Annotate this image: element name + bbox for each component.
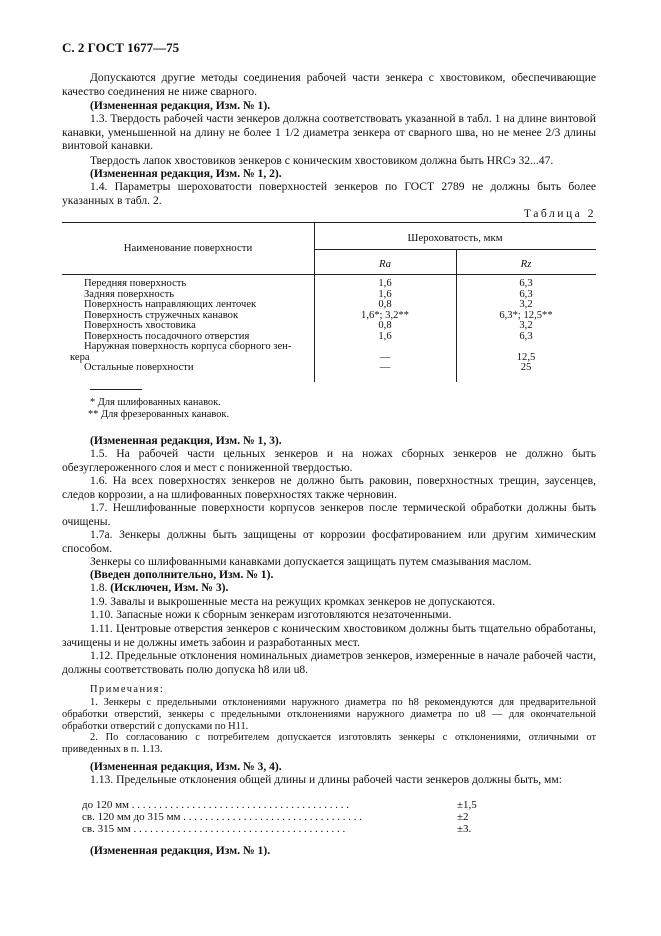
table-row: Наружная поверхность корпуса сборного зен- — [84, 341, 292, 352]
note-2: 2. По согласованию с потребителем допускается изготовлять зенкеры с отклонениями, отличными от приведенных в п. 1.13. — [62, 732, 596, 756]
paragraph-1-3: 1.3. Твердость рабочей части зенкеров должна соответствовать указанной в табл. 1 на длине винтовой канавки, уменьшенной на длину не более 1 1/2 диаметра зенкера от сварного шва, но не менее 2/3 длины винтовой канавки. — [62, 112, 596, 152]
table-row: Передняя поверхность 1,6 6,3 — [84, 278, 533, 289]
deviation-row: св. 315 мм . . . . . . . . . . . . . . . . . . . . . . . . . . . . . . . . . . . . . . . ±3. — [82, 823, 472, 835]
column-header-surface: Наименование поверхности — [123, 242, 253, 254]
amendment-note: (Введен дополнительно, Изм. № 1). — [90, 568, 274, 581]
table-caption: Таблица 2 — [523, 207, 596, 220]
paragraph-1-4: 1.4. Параметры шероховатости поверхностей зенкеров по ГОСТ 2789 не должны быть более указанных в табл. 2. — [62, 180, 596, 207]
paragraph-1-7a-oil: Зенкеры со шлифованными канавками допускается защищать путем смазывания маслом. — [90, 555, 532, 568]
paragraph-1-9: 1.9. Завалы и выкрошенные места на режущих кромках зенкеров не допускаются. — [90, 595, 496, 608]
deviation-row: св. 120 мм до 315 мм . . . . . . . . . . . . . . . . . . . . . . . . . . . . . . . . . ±2 — [82, 811, 469, 823]
footnote-milled: ** Для фрезерованных канавок. — [88, 409, 230, 420]
table-row: Поверхность стружечных канавок 1,6*; 3,2** 6,3*; 12,5** — [84, 309, 553, 321]
paragraph-1-13: 1.13. Предельные отклонения общей длины и длины рабочей части зенкеров должны быть, мм: — [90, 773, 562, 786]
paragraph-1-7: 1.7. Нешлифованные поверхности корпусов зенкеров после термической обработки должны быть очищены. — [62, 501, 596, 528]
column-header-ra: Ra — [379, 258, 391, 270]
table-row: кера — 12,5 — [70, 351, 536, 363]
footnote-divider — [90, 389, 142, 390]
paragraph-1-10: 1.10. Запасные ножи к сборным зенкерам изготовляются незаточенными. — [90, 608, 452, 621]
paragraph-1-7a: 1.7а. Зенкеры должны быть защищены от коррозии фосфатированием или другим химическим способом. — [62, 528, 596, 555]
paragraph-1-5: 1.5. На рабочей части цельных зенкеров и на ножах сборных зенкеров не должно быть обезуглероженного слоя и мест с пониженной твердостью. — [62, 447, 596, 474]
paragraph-1-11: 1.11. Центровые отверстия зенкеров с коническим хвостовиком должны быть тщательно обработаны, зачищены и не должны иметь забоин и разработанных мест. — [62, 622, 596, 649]
paragraph-1-12: 1.12. Предельные отклонения номинальных диаметров зенкеров, измеренные в начале рабочей части, должны соответствовать полю допуска h8 или u8. — [62, 649, 596, 676]
table-row: Поверхность посадочного отверстия 1,6 6,3 — [84, 330, 533, 342]
table-row: Остальные поверхности — 25 — [84, 362, 532, 373]
page-header: С. 2 ГОСТ 1677—75 — [62, 40, 180, 55]
amendment-note: (Измененная редакция, Изм. № 3, 4). — [90, 760, 282, 773]
amendment-note: (Измененная редакция, Изм. № 1, 3). — [90, 434, 282, 447]
paragraph-1-3-tang-hardness: Твердость лапок хвостовиков зенкеров с коническим хвостовиком должна быть HRCэ 32...47. — [90, 154, 554, 167]
amendment-note: (Измененная редакция, Изм. № 1). — [90, 99, 271, 112]
amendment-note: (Измененная редакция, Изм. № 1, 2). — [90, 167, 282, 180]
paragraph-1-8: 1.8. (Исключен, Изм. № 3). — [90, 581, 229, 594]
note-1: 1. Зенкеры с предельными отклонениями наружного диаметра по h8 рекомендуются для предварительной обработки отверстий, зенкеры с предельными отклонениями наружного диаметра по u8 — для окончательной обработки отверстий с допусками по Н11. — [62, 697, 596, 733]
deviation-row: до 120 мм . . . . . . . . . . . . . . . . . . . . . . . . . . . . . . . . . . . . . . . . ±1,5 — [82, 799, 477, 811]
paragraph-joining-methods: Допускаются другие методы соединения рабочей части зенкера с хвостовиком, обеспечивающие качество соединения не ниже сварного. — [62, 71, 596, 98]
column-header-roughness: Шероховатость, мкм — [407, 232, 503, 244]
paragraph-1-6: 1.6. На всех поверхностях зенкеров не должно быть раковин, поверхностных трещин, заусенцев, следов коррозии, а на шлифованных поверхностях также черновин. — [62, 474, 596, 501]
table-row: Поверхность направляющих ленточек 0,8 3,2 — [84, 299, 533, 310]
table-row: Задняя поверхность 1,6 6,3 — [84, 288, 533, 300]
notes-title: Примечания: — [90, 684, 165, 695]
amendment-note: (Измененная редакция, Изм. № 1). — [90, 844, 271, 857]
footnote-ground: * Для шлифованных канавок. — [90, 397, 221, 408]
table-row: Поверхность хвостовика 0,8 3,2 — [84, 320, 533, 331]
column-header-rz: Rz — [520, 258, 532, 270]
